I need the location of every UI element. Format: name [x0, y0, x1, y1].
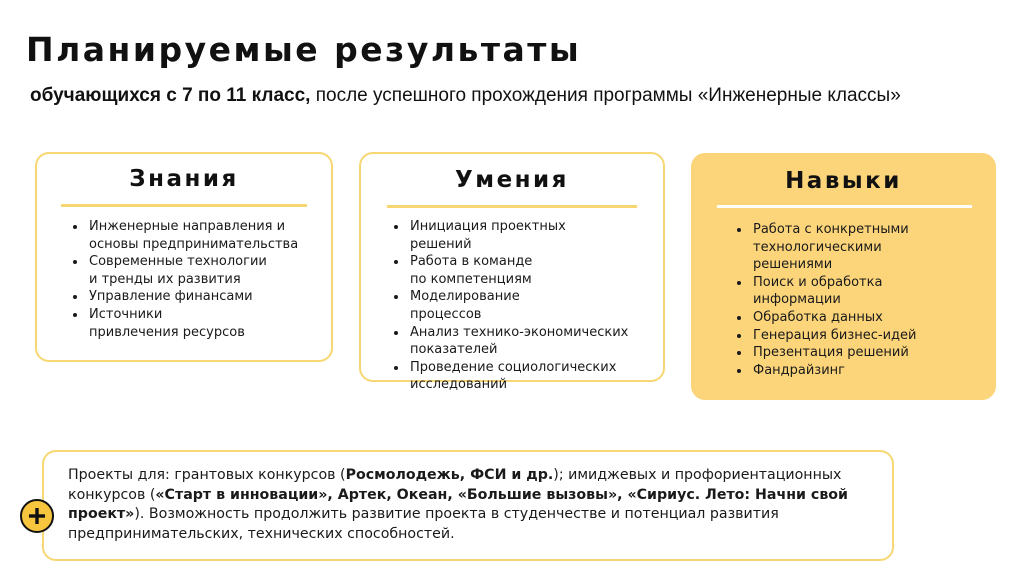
- page-subtitle: [30, 84, 930, 107]
- list-item: • Обработка данных: [751, 309, 1001, 327]
- list-item: • Работа в команде по компетенциям: [408, 253, 670, 288]
- knowledge-card-divider: [61, 204, 307, 207]
- list-item: • Работа с конкретными технологическими решениями: [751, 221, 1001, 274]
- skills-card: [359, 152, 665, 393]
- abilities-list: [729, 221, 1001, 379]
- abilities-card-title: Навыки: [785, 168, 902, 194]
- skills-card-divider: [387, 205, 637, 208]
- knowledge-card-title: Знания: [129, 166, 239, 192]
- list-item: • Проведение социологических исследований: [408, 359, 670, 394]
- knowledge-list: [65, 218, 339, 341]
- skills-card-title: Умения: [455, 167, 569, 193]
- subtitle-bold: обучающихся с 7 по 11 класс,: [30, 85, 311, 106]
- list-item: • Генерация бизнес-идей: [751, 327, 1001, 345]
- list-item: • Анализ технико-экономических показателей: [408, 324, 670, 359]
- plus-icon-glyph: [28, 507, 46, 525]
- projects-box: [42, 450, 894, 561]
- list-item: • Моделирование процессов: [408, 288, 670, 323]
- abilities-card: [691, 153, 996, 400]
- list-item: • Фандрайзинг: [751, 362, 1001, 380]
- list-item: • Инициация проектных решений: [408, 218, 670, 253]
- list-item: • Управление финансами: [87, 288, 339, 306]
- page-title: Планируемые результаты: [26, 30, 582, 69]
- projects-text: Проекты для: грантовых конкурсов (Росмолодежь, ФСИ и др.); имиджевых и профориентационных конкурсов («Старт в инновации», Артек, Океан, «Большие вызовы», «Сириус. Лето: Начни свой проект»). Возможность продолжить развитие проекта в студенчестве и потенциал развития предпринимательских, технических способностей.: [68, 467, 848, 542]
- list-item: • Поиск и обработка информации: [751, 274, 1001, 309]
- knowledge-card: [35, 152, 333, 362]
- subtitle-rest: после успешного прохождения программы «Инженерные классы»: [310, 85, 901, 106]
- list-item: • Инженерные направления и основы предпринимательства: [87, 218, 339, 253]
- abilities-card-divider: [717, 205, 972, 208]
- list-item: • Презентация решений: [751, 344, 1001, 362]
- skills-list: [386, 218, 670, 394]
- list-item: • Источники привлечения ресурсов: [87, 306, 339, 341]
- plus-icon: [20, 499, 54, 533]
- list-item: • Современные технологии и тренды их развития: [87, 253, 339, 288]
